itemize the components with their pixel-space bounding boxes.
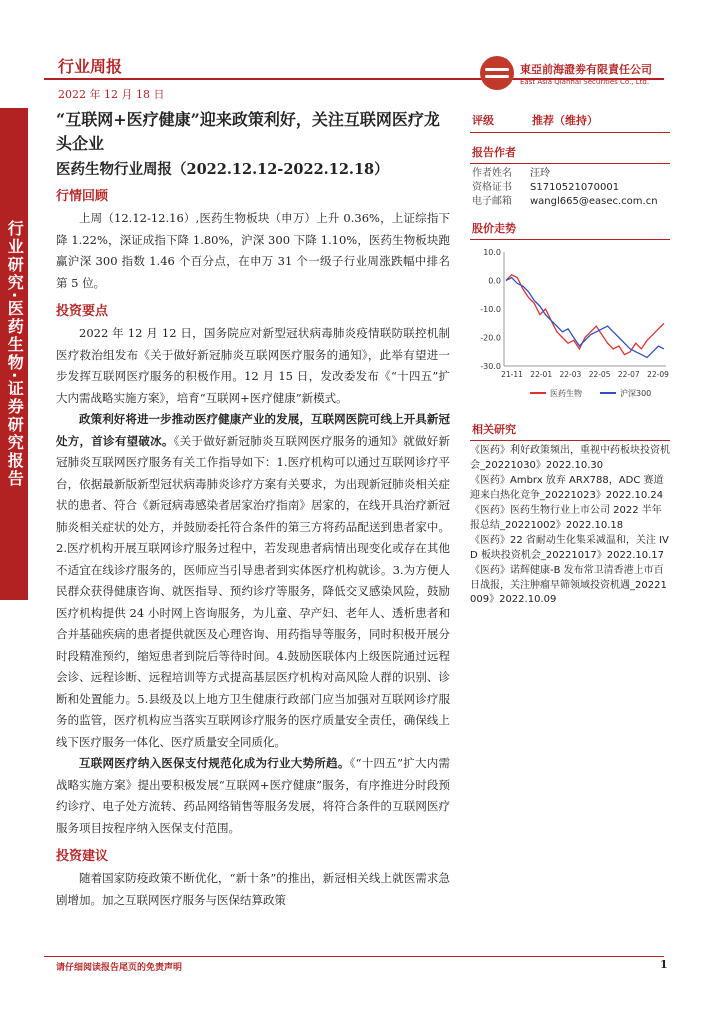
footer-divider [44, 956, 664, 957]
paragraph-text: 《关于做好新冠肺炎互联网医疗服务的通知》就做好新冠肺炎互联网医疗服务有关工作指导如下：1.医疗机构可以通过互联网诊疗平台，依据最新版新型冠状病毒肺炎诊疗方案有关要求，为出现新冠肺炎相关症状的患者、符合《新冠病毒感染者居家治疗指南》居家的，在线开具治疗新冠肺炎相关症状的处方，并鼓励委托符合条件的第三方将药品配送到患者家中。2.医疗机构开展互联网诊疗服务过程中，若发现患者病情出现变化或存在其他不适宜在线诊疗服务的，医师应当引导患者到实体医疗机构就诊。3.为方便人民群众获得健康咨询、就医指导、预约诊疗等服务，降低交叉感染风险，鼓励医疗机构提供 24 小时网上咨询服务，为儿童、孕产妇、老年人、透析患者和合并基础疾病的患者提供就医及心理咨询、用药指导等服务，同时积极开展分时段精准预约，缩短患者到院后等待时间。4.鼓励医联体内上级医院通过远程会诊、远程诊断、远程培训等方式提高基层医疗机构对高风险人群的识别、诊断和处置能力。5.县级及以上地方卫生健康行政部门应当加强对互联网诊疗服务的监管，医疗机构应当落实互联网诊疗服务的医疗质量安全责任，确保线上线下医疗服务一体化、医疗质量安全同质化。 [56, 433, 451, 749]
paragraph [56, 753, 450, 839]
right-column [470, 108, 670, 608]
logo-icon [480, 56, 514, 90]
trend-section-title: 股价走势 [470, 217, 670, 240]
company-logo [480, 56, 670, 90]
author-key: 资格证书 [472, 182, 512, 193]
author-row [470, 167, 670, 181]
chart-svg [470, 246, 670, 406]
x-tick-label: 22-01 [530, 370, 553, 379]
author-row [470, 181, 670, 195]
section-investment-advice: 投资建议 [56, 849, 109, 864]
vertical-sidebar: 行业研究·医药生物·证券研究报告 [0, 108, 28, 600]
author-section-title: 报告作者 [470, 141, 670, 164]
section-market-review: 行情回顾 [56, 189, 109, 204]
rating-label: 评级 [472, 114, 494, 127]
author-value: wangl665@easec.com.cn [530, 196, 658, 207]
legend-label: 医药生物 [550, 389, 582, 398]
rating-row [470, 108, 670, 133]
company-name-cn: 東亞前海證劵有限責任公司 [520, 62, 652, 76]
report-category: 行业周报 [58, 57, 123, 76]
bold-lead: 互联网医疗纳入医保支付规范化成为行业大势所趋。 [79, 756, 350, 770]
y-tick-label: -30.0 [480, 362, 501, 371]
related-list [470, 444, 670, 608]
y-tick-label: 0.0 [488, 276, 501, 286]
related-report-link[interactable]: 《医药》22 省耐动生化集采减温和，关注 IVD 板块投资机会_20221017》2022.10.17 [470, 535, 669, 561]
page-number: 1 [660, 958, 668, 971]
company-name-en: East Asia Qianhai Securities Co., Ltd. [520, 77, 650, 86]
related-report-link[interactable]: 《医药》诺辉健康-B 发布常卫清香港上市百日战报，关注肿瘤早筛领域投资机遇_20221009》2022.10.09 [470, 565, 667, 605]
related-section-title: 相关研究 [470, 418, 670, 441]
y-tick-label: -10.0 [480, 305, 501, 314]
paragraph [56, 409, 450, 753]
series-line-1 [506, 278, 664, 358]
author-value: 汪玲 [530, 168, 550, 179]
x-tick-label: 22-07 [617, 370, 640, 379]
author-value: S1710521070001 [530, 182, 620, 193]
bold-lead: 政策利好将进一步推动医疗健康产业的发展，互联网医院可线上开具新冠处方，首诊有望破冰。 [56, 412, 450, 448]
main-column [56, 100, 450, 911]
report-subtitle: 医药生物行业周报（2022.12.12-2022.12.18） [56, 161, 389, 178]
section-key-points: 投资要点 [56, 304, 109, 319]
author-list [470, 167, 670, 209]
author-row [470, 195, 670, 209]
paragraph-text: 《“十四五”扩大内需战略实施方案》提出要积极发展“互联网+医疗健康”服务，有序推进分时段预约诊疗、电子处方流转、药品网络销售等服务发展，将符合条件的互联网医疗服务项目按程序纳入医保支付范围。 [56, 756, 451, 835]
series-line-0 [506, 275, 664, 355]
rating-value: 推荐（维持） [532, 114, 598, 127]
legend-label: 沪深300 [620, 389, 652, 398]
x-tick-label: 21-11 [501, 370, 523, 379]
author-key: 作者姓名 [472, 168, 512, 179]
paragraph: 随着国家防疫政策不断优化，“新十条”的推出，新冠相关线上就医需求急剧增加。加之互联网医疗服务与医保结算政策 [56, 871, 450, 907]
related-report-link[interactable]: 《医药》Ambrx 放弃 ARX788，ADC 赛道迎来白热化竞争_20221023》2022.10.24 [470, 475, 664, 501]
disclaimer-link[interactable]: 请仔细阅读报告尾页的免责声明 [56, 963, 183, 973]
related-report-link[interactable]: 《医药》利好政策频出，重视中药板块投资机会_20221030》2022.10.30 [470, 445, 670, 471]
author-key: 电子邮箱 [472, 196, 512, 207]
x-tick-label: 22-09 [647, 370, 669, 379]
paragraph: 上周（12.12-12.16）,医药生物板块（申万）上升 0.36%，上证综指下降 1.22%，深证成指下降 1.80%，沪深 300 下降 1.10%，医药生物板块跑赢沪深 300 指数 1.46 个百分点，在申万 31 个一级子行业周涨跌幅中排名第 5 位。 [56, 211, 450, 290]
related-report-link[interactable]: 《医药》医药生物行业上市公司 2022 半年报总结_20221002》2022.10.18 [470, 505, 662, 531]
x-tick-label: 22-05 [588, 370, 611, 379]
paragraph: 2022 年 12 月 12 日，国务院应对新型冠状病毒肺炎疫情联防联控机制医疗救治组发布《关于做好新冠肺炎互联网医疗服务的通知》，此举有望进一步发挥互联网医疗服务的积极作用。12 月 15 日，发改委发布《“十四五”扩大内需战略实施方案》，培育“互联网+医疗健康”新模式。 [56, 326, 450, 405]
x-tick-label: 22-03 [559, 370, 582, 379]
y-tick-label: -20.0 [480, 333, 501, 343]
report-date: 2022 年 12 月 18 日 [58, 88, 165, 101]
price-trend-chart [470, 246, 670, 410]
y-tick-label: 10.0 [483, 248, 501, 257]
report-title: “互联网+医疗健康”迎来政策利好，关注互联网医疗龙头企业 [56, 110, 440, 153]
